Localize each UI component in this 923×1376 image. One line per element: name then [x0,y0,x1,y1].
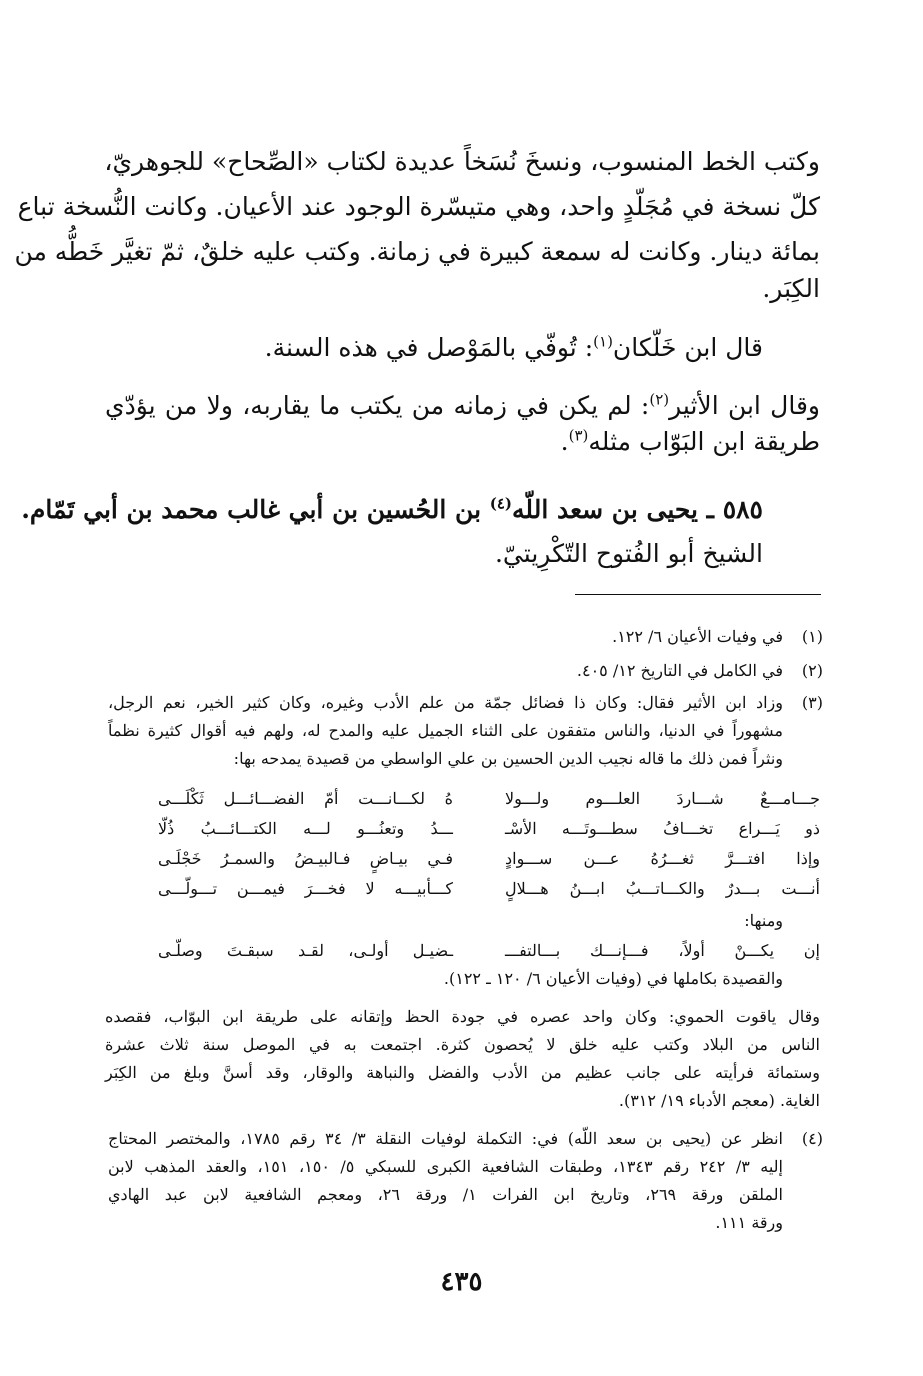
body-line: الكِبَر. [762,274,820,303]
footnote-number: (١) [801,627,823,646]
footnote-text: إليه ٣/ ٢٤٢ رقم ١٣٤٣، وطبقات الشافعية الكبرى للسبكي ٥/ ١٥٠، ١٥١، والعقد المذهب لابن [108,1157,783,1176]
body-line: وكتب الخط المنسوب، ونسخَ نُسَخاً عديدة لكتاب «الصِّحاح» للجوهريّ، [104,147,820,176]
footnote-text: في وفيات الأعيان ٦/ ١٢٢. [612,627,783,646]
entry-subtitle: الشيخ أبو الفُتوح التّكْرِيتيّ. [494,539,763,568]
body-text: . [560,427,569,456]
footnote-ref: (٤) [489,494,513,513]
page-number: ٤٣٥ [440,1267,483,1297]
verse-hemistich-first: إن يكـــنْ أولاً، فـــإنـــك بـــالتفـــ [505,941,820,960]
verse-hemistich-first: ذو يَـــراع تخـــافُ سطـــوتَـــه الأسْـ [505,819,820,838]
body-line [105,426,820,458]
footnote-text: مشهوراً في الدنيا، والناس متفقون على الثناء الجميل عليه والمدح له، ولهم فيه أقوال كثيرة نظماً [108,721,784,740]
footnote-number: (٤) [801,1129,823,1148]
footnote-text: وزاد ابن الأثير فقال: وكان ذا فضائل جمّة من علم الأدب وغيره، وكان كثير الخير، نعم الرجل، [108,693,783,712]
footnote-number: (٣) [801,693,823,712]
body-line: كلّ نسخة في مُجَلّدٍ واحد، وهي متيسّرة الوجود عند الأعيان. وكانت النُّسخة تباع [17,192,820,221]
footnote-text: الغاية. (معجم الأدباء ١٩/ ٣١٢). [618,1091,820,1110]
footnote-ref: (٢) [649,390,670,409]
verse-hemistich-second: كـــأبيـــه لا فخـــرَ فيمـــن تـــولّـــى [158,879,453,898]
footnote-ref: (١) [593,332,613,351]
body-line: بمائة دينار. وكانت له سمعة كبيرة في زمانة. وكتب عليه خلقٌ، ثمّ تغيَّر خَطُّه من [14,237,820,266]
verse-hemistich-second: ـضيـل أولـى، لقـد سبقـتَ وصلّـى [158,941,453,960]
footnote-text: ورقة ١١١. [715,1213,783,1232]
body-line [105,390,820,422]
footnote-separator [575,594,821,595]
entry-heading [21,494,763,526]
footnote-text: وقال ياقوت الحموي: وكان واحد عصره في جودة الحظ وإتقانه على طريقة ابن البوّاب، فقصده [105,1007,820,1026]
footnote-text: ومنها: [744,911,783,930]
entry-title: بن الحُسين بن أبي غالب محمد بن أبي تَمّام. [21,495,490,524]
verse-hemistich-second: فـي بيـاضٍ فـالبيـضُ والسمـرُ خَجْلَـى [158,849,453,868]
verse-hemistich-second: ـــدُ وتعنُـــو لـــه الكتـــائـــبُ ذُلّا [158,819,453,838]
verse-hemistich-first: جـــامـــعٌ شـــاردَ العلـــوم ولـــولا [505,789,820,808]
footnote-text: انظر عن (يحيى بن سعد اللّه) في: التكملة لوفيات النقلة ٣/ ٣٤ رقم ١٧٨٥، والمختصر المحتاج [108,1129,783,1148]
footnote-text: وستمائة فرأيته على جانب عظيم من الأدب والفضل والنباهة والوقار، وقد أسنَّ وبلغ من الكِبَر [105,1063,820,1082]
verse-hemistich-first: وإذا افتـــرَّ ثغـــرُهُ عـــن ســـوادٍ [505,849,820,868]
footnote-text: الملقن ورقة ٢٦٩، وتاريخ ابن الفرات ١/ ورقة ٢٦، ومعجم الشافعية لابن عبد الهادي [108,1185,783,1204]
footnote-text: والقصيدة بكاملها في (وفيات الأعيان ٦/ ١٢٠ ـ ١٢٢). [443,969,783,988]
body-text: وقال ابن الأثير [669,391,820,420]
footnote-number: (٢) [801,661,823,680]
body-text: طريقة ابن البَوّاب مثله [588,427,820,456]
body-text: : تُوفّي بالمَوْصل في هذه السنة. [264,333,594,362]
entry-title: ٥٨٥ ـ يحيى بن سعد اللّه [512,495,763,524]
footnote-text: في الكامل في التاريخ ١٢/ ٤٠٥. [576,661,783,680]
body-text: قال ابن خَلّكان [612,333,763,362]
footnote-ref: (٣) [568,426,589,445]
body-text: : لم يكن في زمانه من يكتب ما يقاربه، ولا من يؤدّي [105,391,650,420]
verse-hemistich-first: أنـــت بـــدرٌ والكـــاتـــبُ ابـــنُ هـــلالٍ [505,879,820,898]
verse-hemistich-second: هُ لكـــانـــت أمّ الفضـــائـــل ثَكْلَـــى [158,789,453,808]
footnote-text: الناس من البلاد وكتب عليه خلق لا يُحصون كثرة. اجتمعت به في الموصل سنة ثلاث عشرة [105,1035,820,1054]
footnote-text: ونثراً فمن ذلك ما قاله نجيب الدين الحسين بن علي الواسطي من قصيدة يمدحه بها: [233,749,783,768]
body-line [123,332,763,364]
